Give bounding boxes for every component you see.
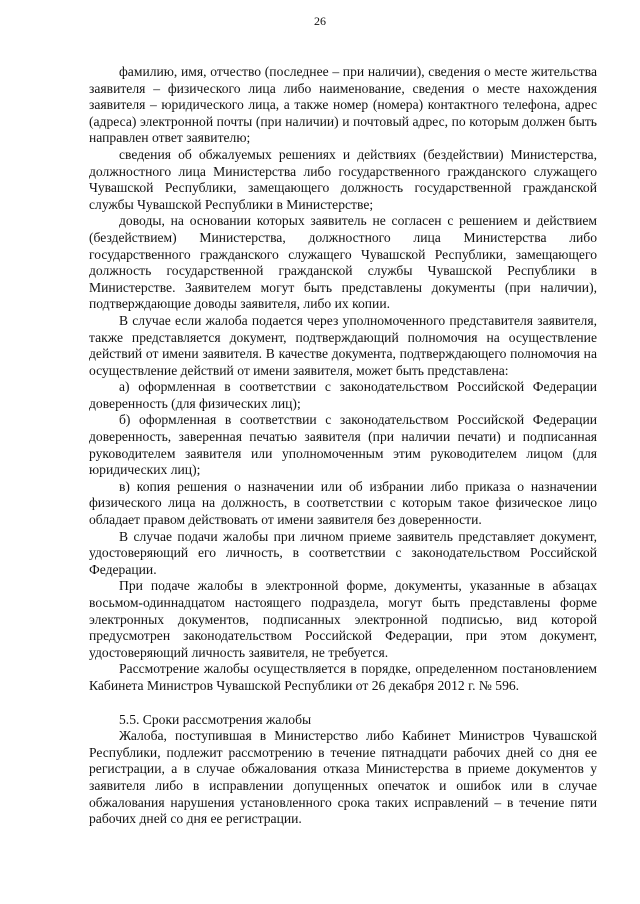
page-number: 26 (314, 14, 326, 28)
paragraph: сведения об обжалуемых решениях и действиях (бездействии) Министерства, должностного лица Министерства либо государственного гражданского служащего Чувашской Республики, замещающего должность государственной гражданской службы Чувашской Республики в Министерстве; (89, 146, 597, 212)
paragraph: Рассмотрение жалобы осуществляется в порядке, определенном постановлением Кабинета Министров Чувашской Республики от 26 декабря 2012 г. № 596. (89, 661, 597, 693)
paragraph: доводы, на основании которых заявитель не согласен с решением и действием (бездействием) Министерства, должностного лица Министерства либо государственного гражданского служащего Чувашской Республики, замещающего должность государственной гражданской службы Чувашской Республики в Министерстве. Заявителем могут быть представлены документы (при наличии), подтверждающие доводы заявителя, либо их копии. (89, 213, 597, 312)
section-heading: 5.5. Сроки рассмотрения жалобы (119, 711, 312, 727)
document-body (89, 64, 597, 828)
paragraph: в) копия решения о назначении или об избрании либо приказа о назначении физического лица на должность, в соответствии с которым такое физическое лицо обладает правом действовать от имени заявителя без доверенности. (89, 478, 597, 528)
paragraph: В случае подачи жалобы при личном приеме заявитель представляет документ, удостоверяющий его личность, в соответствии с законодательством Российской Федерации. (89, 528, 597, 577)
paragraph: При подаче жалобы в электронной форме, документы, указанные в абзацах восьмом-одиннадцатом настоящего подраздела, могут быть представлены форме электронных документов, подписанных электронной подписью, вид которой предусмотрен законодательством Российской Федерации, при этом документ, удостоверяющий личность заявителя, не требуется. (89, 578, 597, 660)
paragraph: В случае если жалоба подается через уполномоченного представителя заявителя, также представляется документ, подтверждающий полномочия на осуществление действий от имени заявителя. В качестве документа, подтверждающего полномочия на осуществление действий от имени заявителя, может быть представлена: (89, 312, 597, 378)
paragraph: б) оформленная в соответствии с законодательством Российской Федерации доверенность, заверенная печатью заявителя (при наличии печати) и подписанная руководителем заявителя или уполномоченным этим руководителем лицом (для юридических лиц); (89, 412, 597, 478)
paragraph: а) оформленная в соответствии с законодательством Российской Федерации доверенность (для физических лиц); (89, 379, 597, 411)
paragraph: Жалоба, поступившая в Министерство либо Кабинет Министров Чувашской Республики, подлежит рассмотрению в течение пятнадцати рабочих дней со дня ее регистрации, а в случае обжалования отказа Министерства в приеме документов у заявителя либо в исправлении допущенных опечаток и ошибок или в случае обжалования нарушения установленного срока таких исправлений – в течение пяти рабочих дней со дня ее регистрации. (89, 728, 597, 827)
paragraph: фамилию, имя, отчество (последнее – при наличии), сведения о месте жительства заявителя – физического лица либо наименование, сведения о месте нахождения заявителя – юридического лица, а также номер (номера) контактного телефона, адрес (адреса) электронной почты (при наличии) и почтовый адрес, по которым должен быть направлен ответ заявителю; (89, 64, 597, 146)
